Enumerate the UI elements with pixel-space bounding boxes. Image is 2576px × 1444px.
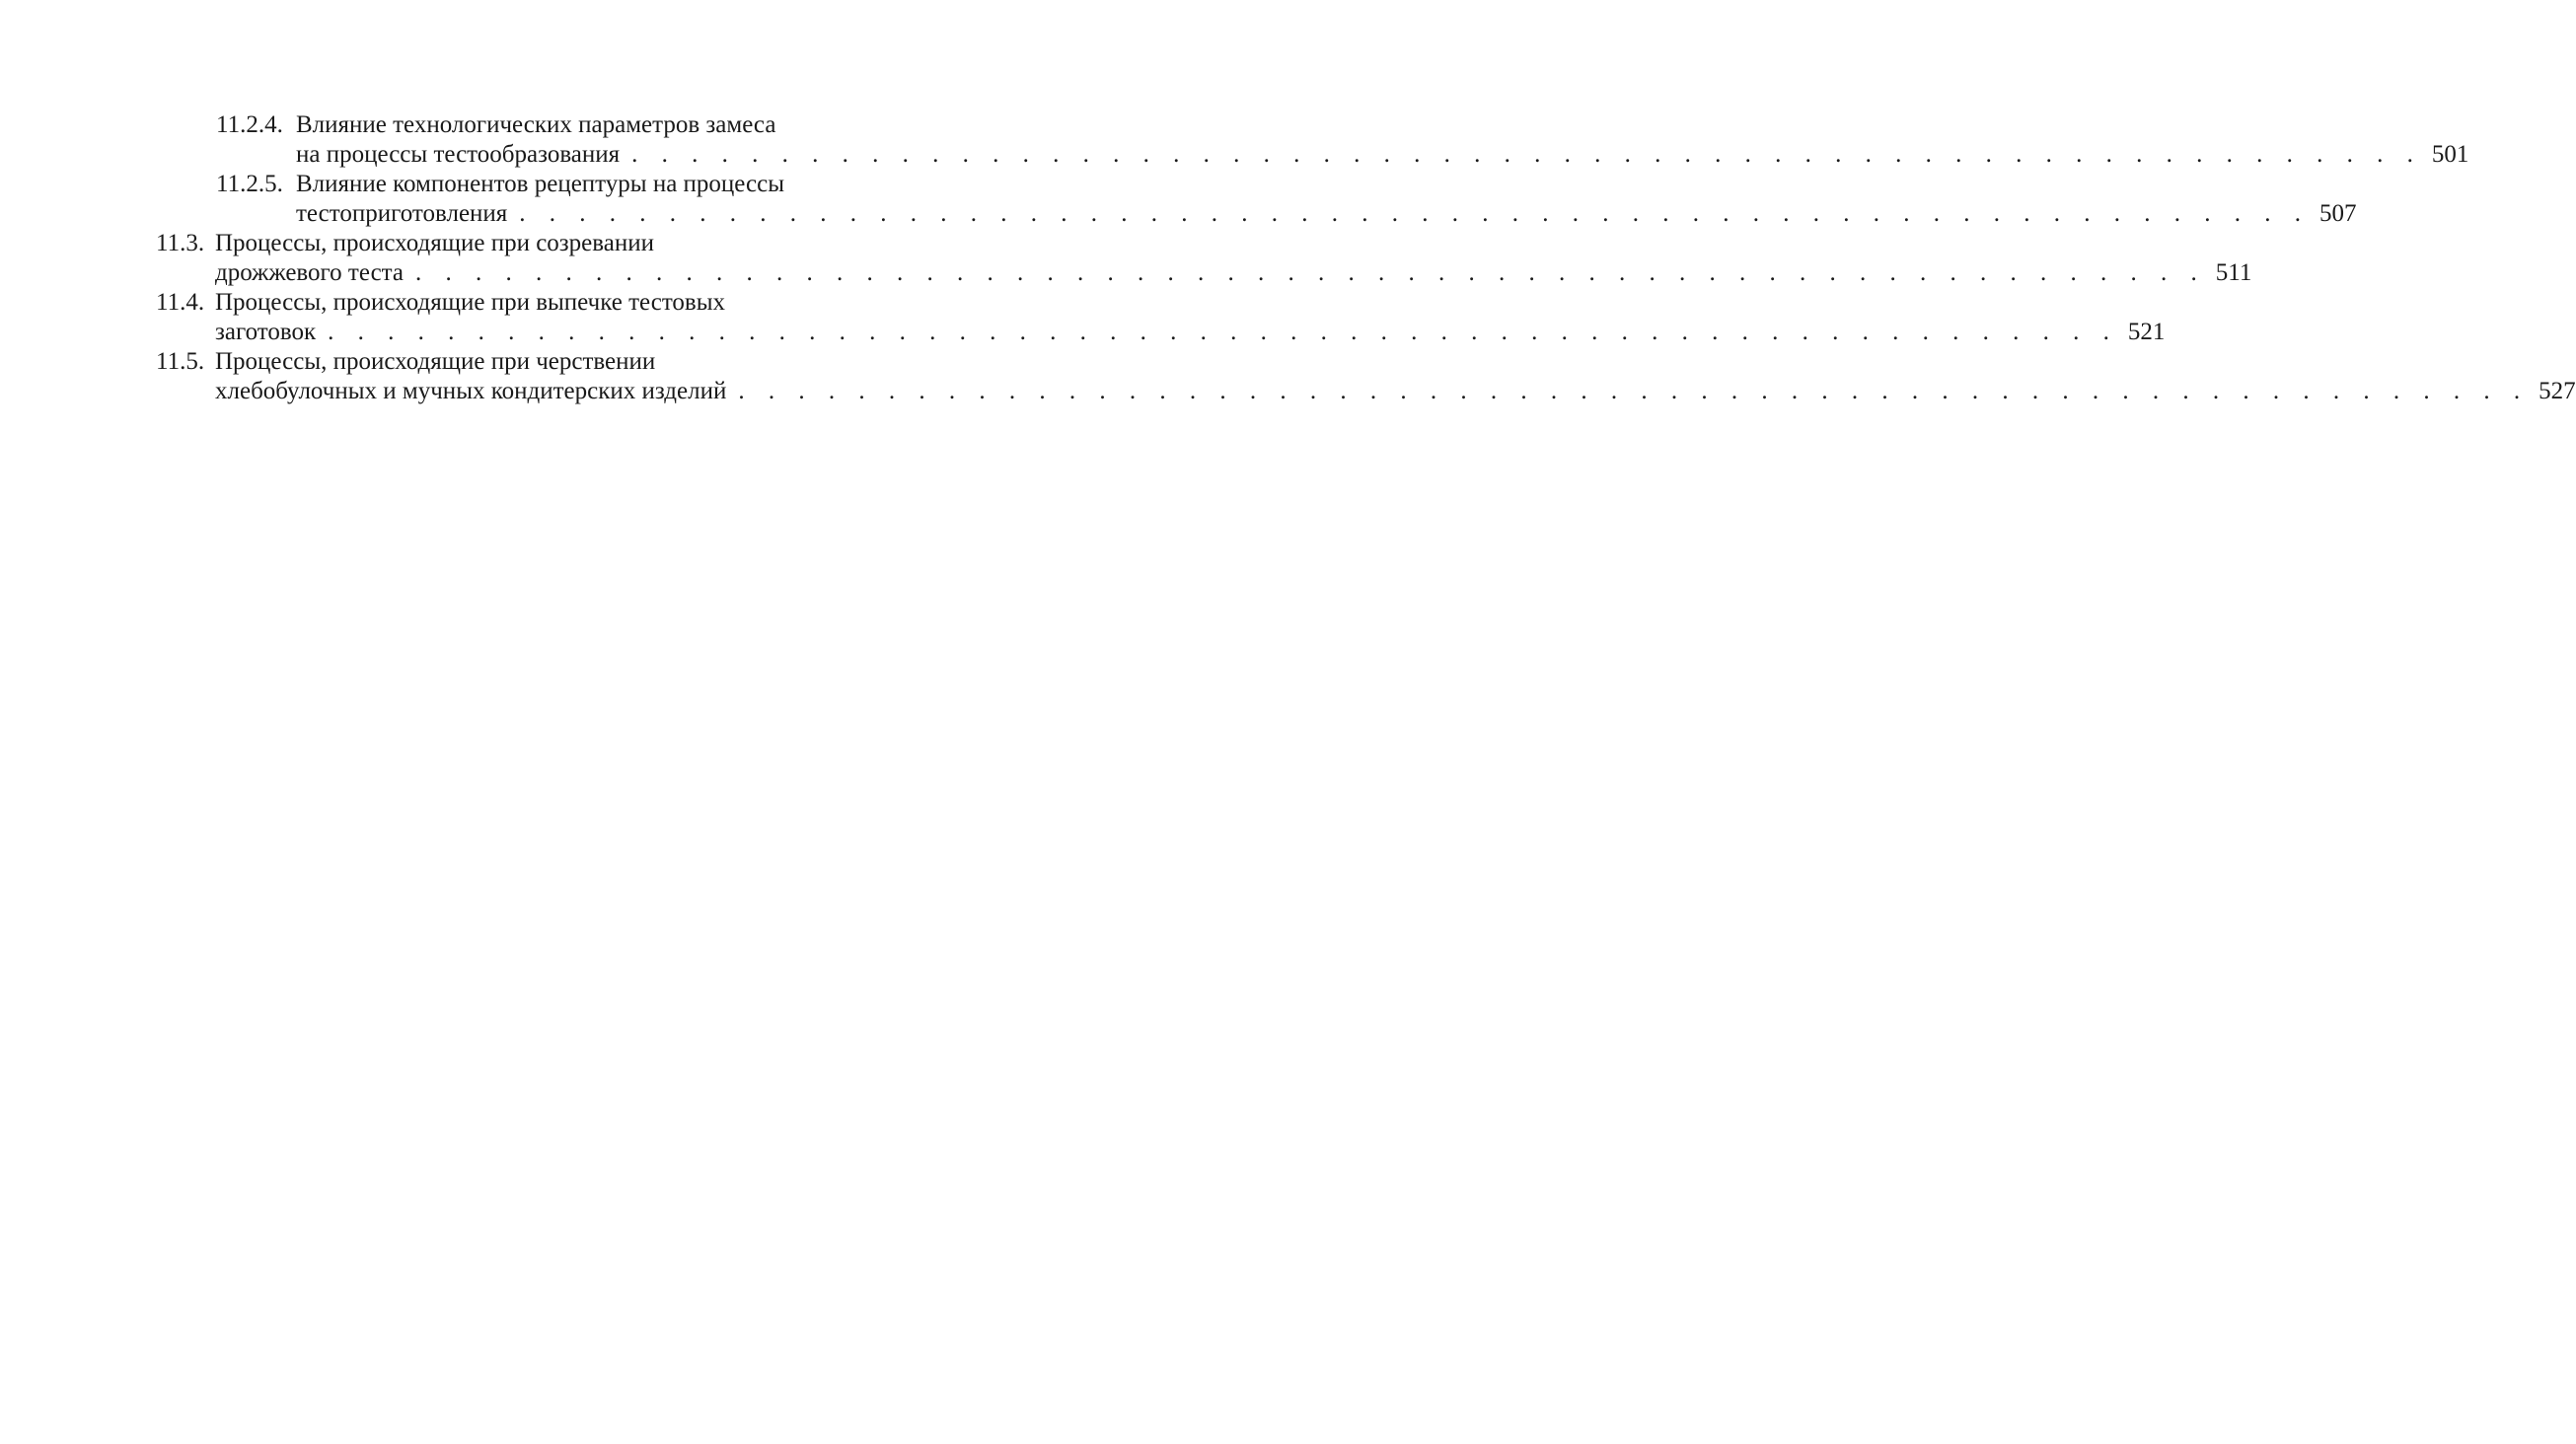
- dot-leader: . . . . . . . . . . . . . . . . . . . . . . . . . . . . . . . . . . . . . . . . . . . . . . . . . . . . . . . . . . . .: [415, 259, 2206, 286]
- toc-entry-title-line2: хлебобулочных и мучных кондитерских изделий: [215, 378, 727, 404]
- dot-leader: . . . . . . . . . . . . . . . . . . . . . . . . . . . . . . . . . . . . . . . . . . . . . . . . . . . . . . . . . . . .: [519, 200, 2311, 227]
- toc-entry-title-line1: Влияние компонентов рецептуры на процессы: [296, 171, 785, 197]
- toc-entry-page-number: 511: [2215, 259, 2252, 286]
- toc-entry-number: 11.2.4.: [216, 111, 283, 138]
- toc-entry-page-number: 501: [2431, 141, 2469, 168]
- toc-entry-page-number: 507: [2319, 200, 2357, 227]
- toc-entry-11-2-5[interactable]: [0, 170, 2357, 229]
- toc-entry-11-4[interactable]: [0, 288, 2166, 347]
- toc-entry-title-line1: Процессы, происходящие при выпечке тестовых: [215, 289, 726, 316]
- dot-leader: . . . . . . . . . . . . . . . . . . . . . . . . . . . . . . . . . . . . . . . . . . . . . . . . . . . . . . . . . . . .: [328, 319, 2118, 345]
- toc-entry-11-3[interactable]: [0, 229, 2252, 288]
- toc-entry-title-line2: заготовок: [215, 319, 317, 345]
- table-of-contents: [0, 110, 2576, 406]
- toc-entry-title-line2: дрожжевого теста: [215, 259, 404, 286]
- toc-entry-number: 11.2.5.: [216, 171, 283, 197]
- toc-entry-title-line1: Процессы, происходящие при созревании: [215, 230, 654, 256]
- toc-entry-number: 11.3.: [156, 230, 205, 256]
- toc-entry-11-5[interactable]: [0, 347, 2576, 406]
- toc-entry-title-line2: на процессы тестообразования: [296, 141, 621, 168]
- toc-entry-11-2-4[interactable]: [0, 110, 2469, 170]
- toc-entry-page-number: 527: [2539, 378, 2576, 404]
- toc-entry-title-line1: Влияние технологических параметров замеса: [296, 111, 776, 138]
- dot-leader: . . . . . . . . . . . . . . . . . . . . . . . . . . . . . . . . . . . . . . . . . . . . . . . . . . . . . . . . . . . .: [738, 378, 2530, 404]
- toc-entry-page-number: 521: [2127, 319, 2166, 345]
- toc-entry-number: 11.5.: [156, 348, 205, 375]
- toc-entry-number: 11.4.: [156, 289, 205, 316]
- dot-leader: . . . . . . . . . . . . . . . . . . . . . . . . . . . . . . . . . . . . . . . . . . . . . . . . . . . . . . . . . . . .: [631, 141, 2422, 168]
- toc-entry-title-line1: Процессы, происходящие при черствении: [215, 348, 656, 375]
- toc-entry-title-line2: тестоприготовления: [296, 200, 508, 227]
